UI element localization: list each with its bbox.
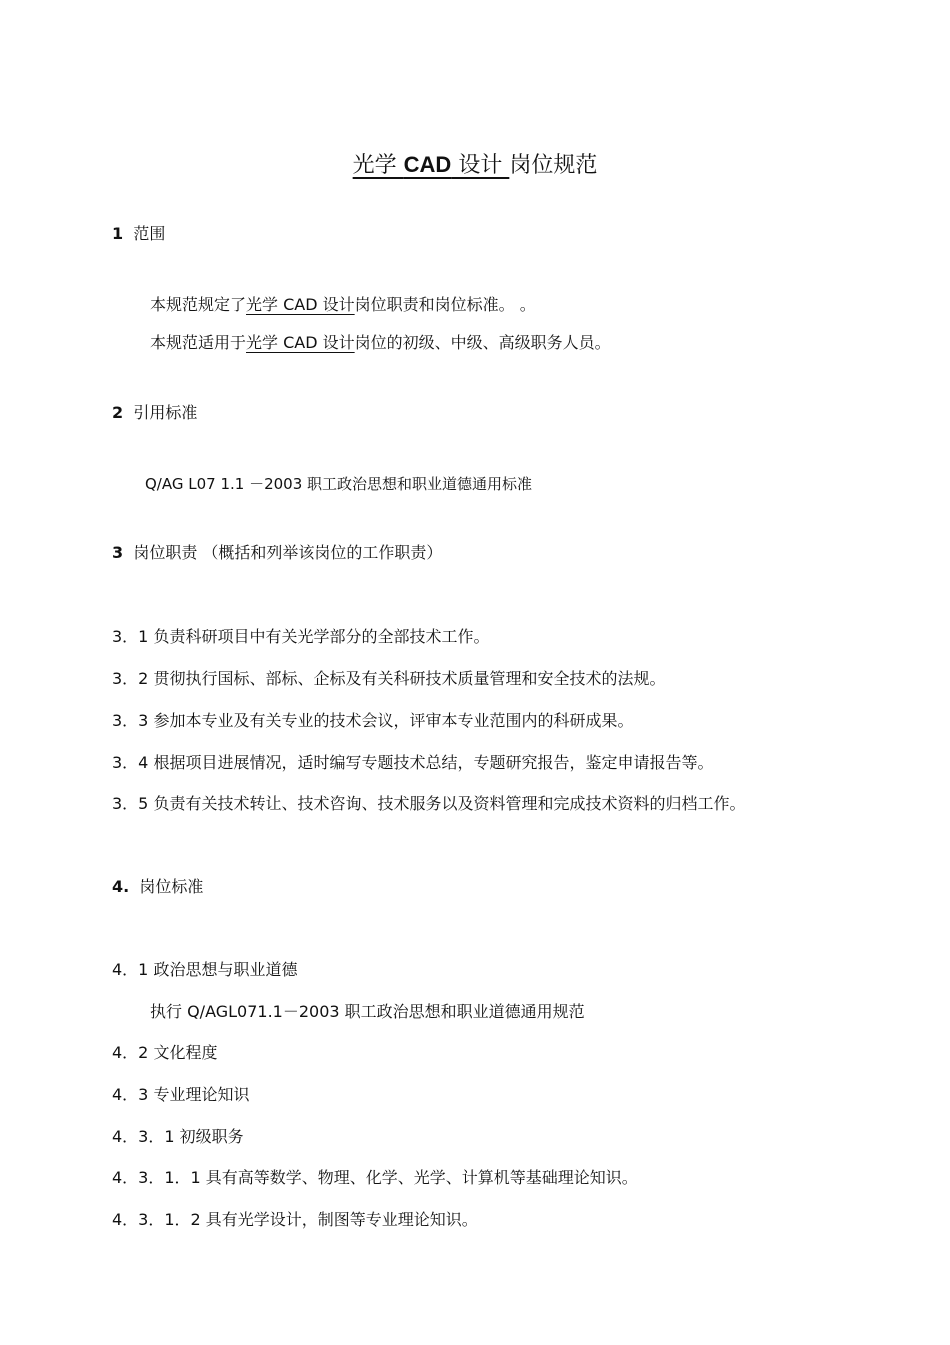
section-3-item: 3．4 根据项目进展情况，适时编写专题技术总结，专题研究报告，鉴定申请报告等。	[112, 753, 714, 772]
section-1-paragraph-2: 本规范适用于光学 CAD 设计岗位的初级、中级、高级职务人员。	[150, 333, 611, 352]
section-4-item: 4．3．1．1 具有高等数学、物理、化学、光学、计算机等基础理论知识。	[112, 1168, 638, 1187]
section-1-heading: 1 范围	[112, 224, 166, 243]
section-4-heading: 4. 岗位标准	[112, 877, 204, 896]
section-4-item-detail: 执行 Q/AGL071.1－2003 职工政治思想和职业道德通用规范	[150, 1002, 585, 1021]
section-4-item: 4．3．1 初级职务	[112, 1127, 244, 1146]
section-2-reference: Q/AG L07 1.1 －2003 职工政治思想和职业道德通用标准	[145, 475, 533, 493]
page-title: 光学 CAD 设计 岗位规范	[352, 152, 598, 178]
title-underlined-part: 光学 CAD 设计	[352, 152, 510, 178]
section-4-item: 4．3．1．2 具有光学设计，制图等专业理论知识。	[112, 1210, 478, 1229]
section-4-item: 4．3 专业理论知识	[112, 1085, 250, 1104]
section-2-heading: 2 引用标准	[112, 403, 198, 422]
section-3-item: 3．5 负责有关技术转让、技术咨询、技术服务以及资料管理和完成技术资料的归档工作。	[112, 794, 746, 813]
section-3-heading: 3 岗位职责 （概括和列举该岗位的工作职责）	[112, 543, 443, 562]
section-3-item: 3．1 负责科研项目中有关光学部分的全部技术工作。	[112, 627, 490, 646]
section-4-item: 4．2 文化程度	[112, 1043, 218, 1062]
section-4-item: 4．1 政治思想与职业道德	[112, 960, 298, 979]
section-1-paragraph-1: 本规范规定了光学 CAD 设计岗位职责和岗位标准。 。	[150, 295, 536, 314]
section-3-item: 3．2 贯彻执行国标、部标、企标及有关科研技术质量管理和安全技术的法规。	[112, 669, 666, 688]
section-3-item: 3．3 参加本专业及有关专业的技术会议，评审本专业范围内的科研成果。	[112, 711, 634, 730]
